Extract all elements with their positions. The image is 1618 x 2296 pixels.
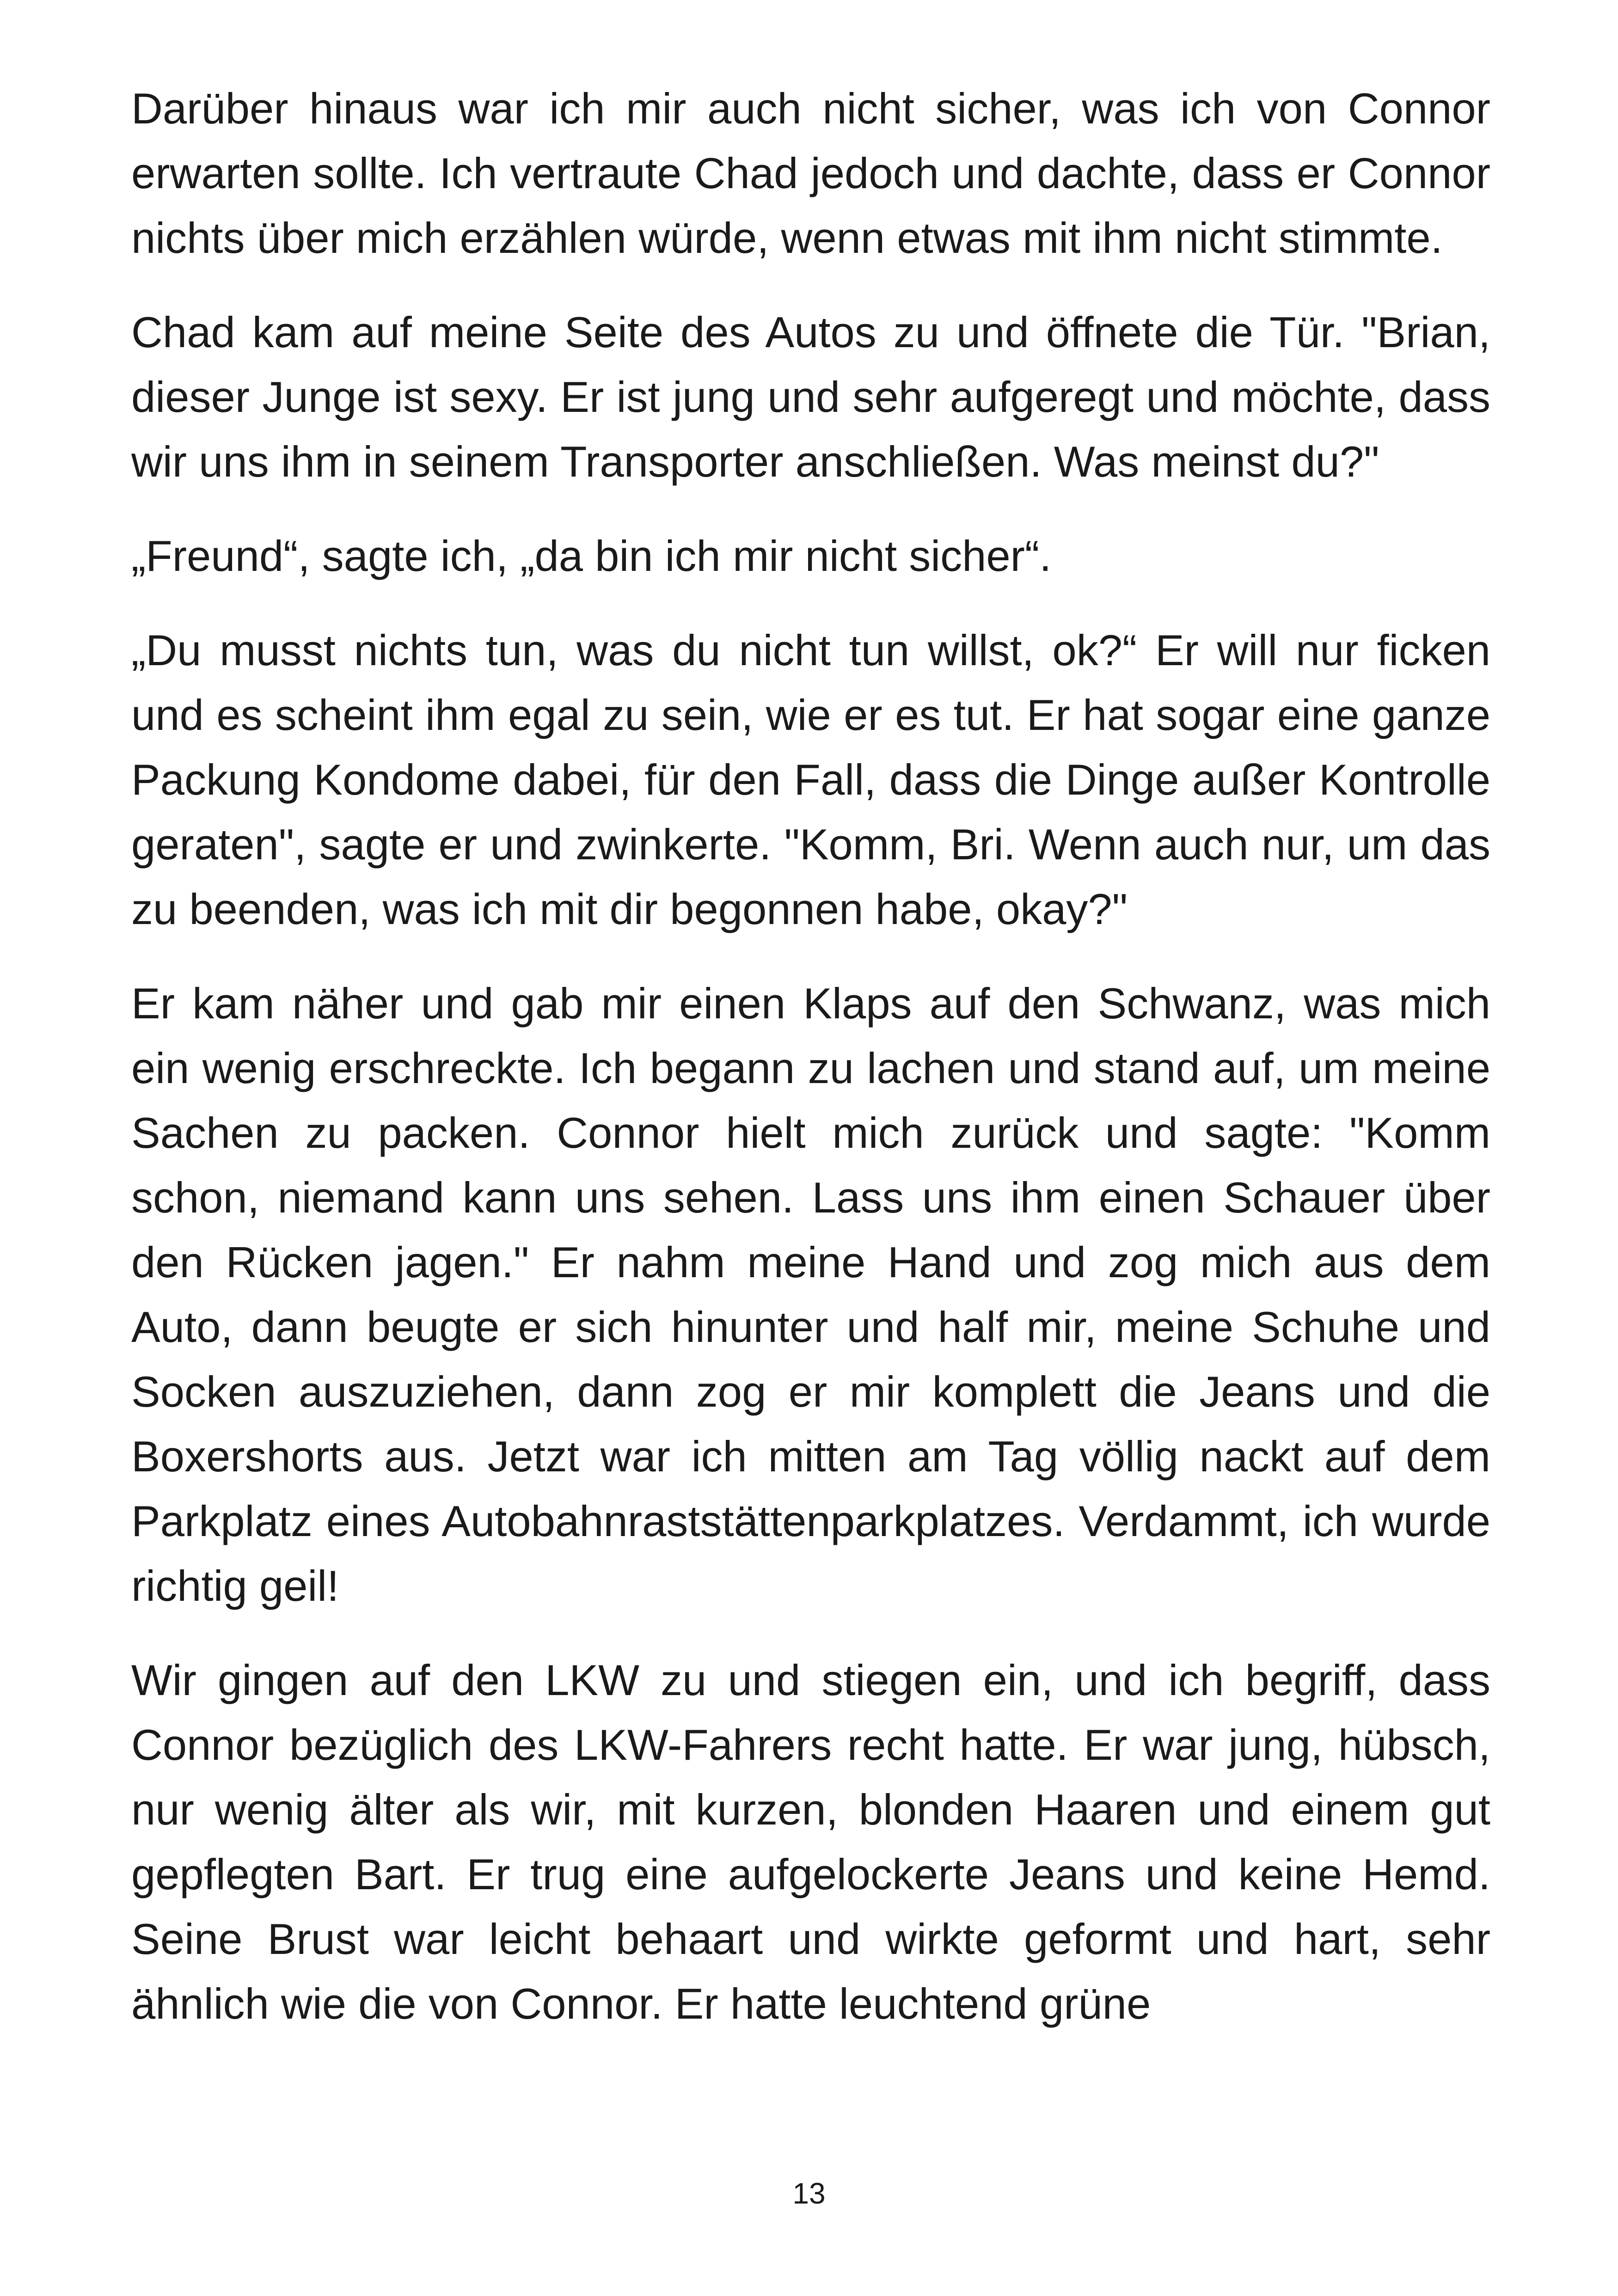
paragraph-1: Darüber hinaus war ich mir auch nicht sicher, was ich von Connor erwarten sollte. Ich vertraute Chad jedoch und dachte, dass er Connor nichts über mich erzählen würde, wenn etwas mit ihm nicht stimmte. <box>131 84 1490 262</box>
paragraph-5: Er kam näher und gab mir einen Klaps auf den Schwanz, was mich ein wenig erschreckte. Ich begann zu lachen und stand auf, um meine Sachen zu packen. Connor hielt mich zurück und sagte: "Komm schon, niemand kann uns sehen. Lass uns ihm einen Schauer über den Rücken jagen." Er nahm meine Hand und zog mich aus dem Auto, dann beugte er sich hinunter und half mir, meine Schuhe und Socken auszuziehen, dann zog er mir komplett die Jeans und die Boxershorts aus. Jetzt war ich mitten am Tag völlig nackt auf dem Parkplatz eines Autobahnraststättenparkplatzes. Verdammt, ich wurde richtig geil! <box>131 979 1490 1610</box>
body-text <box>131 76 1490 2066</box>
paragraph-4: „Du musst nichts tun, was du nicht tun willst, ok?“ Er will nur ficken und es scheint ihm egal zu sein, wie er es tut. Er hat sogar eine ganze Packung Kondome dabei, für den Fall, dass die Dinge außer Kontrolle geraten", sagte er und zwinkerte. "Komm, Bri. Wenn auch nur, um das zu beenden, was ich mit dir begonnen habe, okay?" <box>131 626 1490 933</box>
page-number: 13 <box>792 2177 826 2210</box>
paragraph-2: Chad kam auf meine Seite des Autos zu und öffnete die Tür. "Brian, dieser Junge ist sexy. Er ist jung und sehr aufgeregt und möchte, dass wir uns ihm in seinem Transporter anschließen. Was meinst du?" <box>131 308 1490 486</box>
paragraph-3: „Freund“, sagte ich, „da bin ich mir nicht sicher“. <box>131 532 1052 580</box>
paragraph-6: Wir gingen auf den LKW zu und stiegen ein, und ich begriff, dass Connor bezüglich des LKW-Fahrers recht hatte. Er war jung, hübsch, nur wenig älter als wir, mit kurzen, blonden Haaren und einem gut gepflegten Bart. Er trug eine aufgelockerte Jeans und keine Hemd. Seine Brust war leicht behaart und wirkte geformt und hart, sehr ähnlich wie die von Connor. Er hatte leuchtend grüne <box>131 1656 1490 2028</box>
